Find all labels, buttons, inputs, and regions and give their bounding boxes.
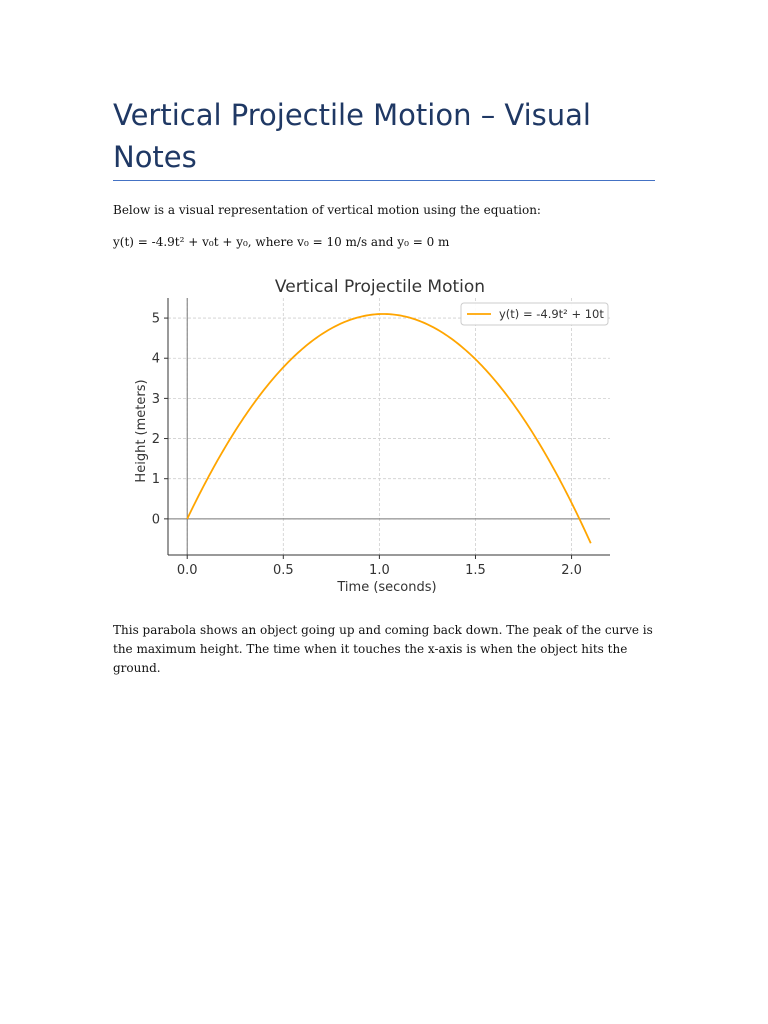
chart-legend bbox=[461, 303, 608, 325]
chart-labels bbox=[152, 312, 582, 578]
equation-paragraph: y(t) = -4.9t² + v₀t + y₀, where v₀ = 10 m/s and y₀ = 0 m bbox=[113, 235, 450, 249]
chart-series bbox=[187, 314, 591, 543]
y-tick-label: 2 bbox=[151, 432, 160, 448]
chart-axes bbox=[164, 298, 610, 559]
y-tick-label: 1 bbox=[151, 472, 160, 488]
y-tick-label: 3 bbox=[151, 391, 160, 407]
x-axis-label: Time (seconds) bbox=[337, 580, 437, 595]
conclusion-paragraph: This parabola shows an object going up and coming back down. The peak of the curve is the maximum height. The time when it touches the x-axis is when the object hits the ground. bbox=[113, 623, 653, 675]
x-tick-label: 2.0 bbox=[561, 563, 582, 578]
projectile-motion-chart bbox=[122, 268, 622, 603]
document-title: Vertical Projectile Motion – Visual Notes bbox=[113, 98, 591, 174]
x-tick-label: 0.0 bbox=[176, 563, 198, 578]
y-tick-label: 5 bbox=[151, 311, 160, 327]
y-axis-label: Height (meters) bbox=[134, 379, 149, 483]
x-tick-label: 0.5 bbox=[272, 563, 294, 578]
title-underline bbox=[113, 180, 655, 181]
y-tick-label: 4 bbox=[151, 351, 160, 367]
x-tick-label: 1.0 bbox=[369, 563, 390, 578]
chart-grid bbox=[168, 298, 610, 555]
y-tick-label: 0 bbox=[151, 512, 160, 528]
chart-title: Vertical Projectile Motion bbox=[274, 277, 486, 297]
x-tick-label: 1.5 bbox=[465, 563, 486, 578]
series-line bbox=[187, 314, 591, 543]
intro-paragraph: Below is a visual representation of vertical motion using the equation: bbox=[113, 203, 541, 217]
legend-label: y(t) = -4.9t² + 10t bbox=[499, 307, 604, 321]
